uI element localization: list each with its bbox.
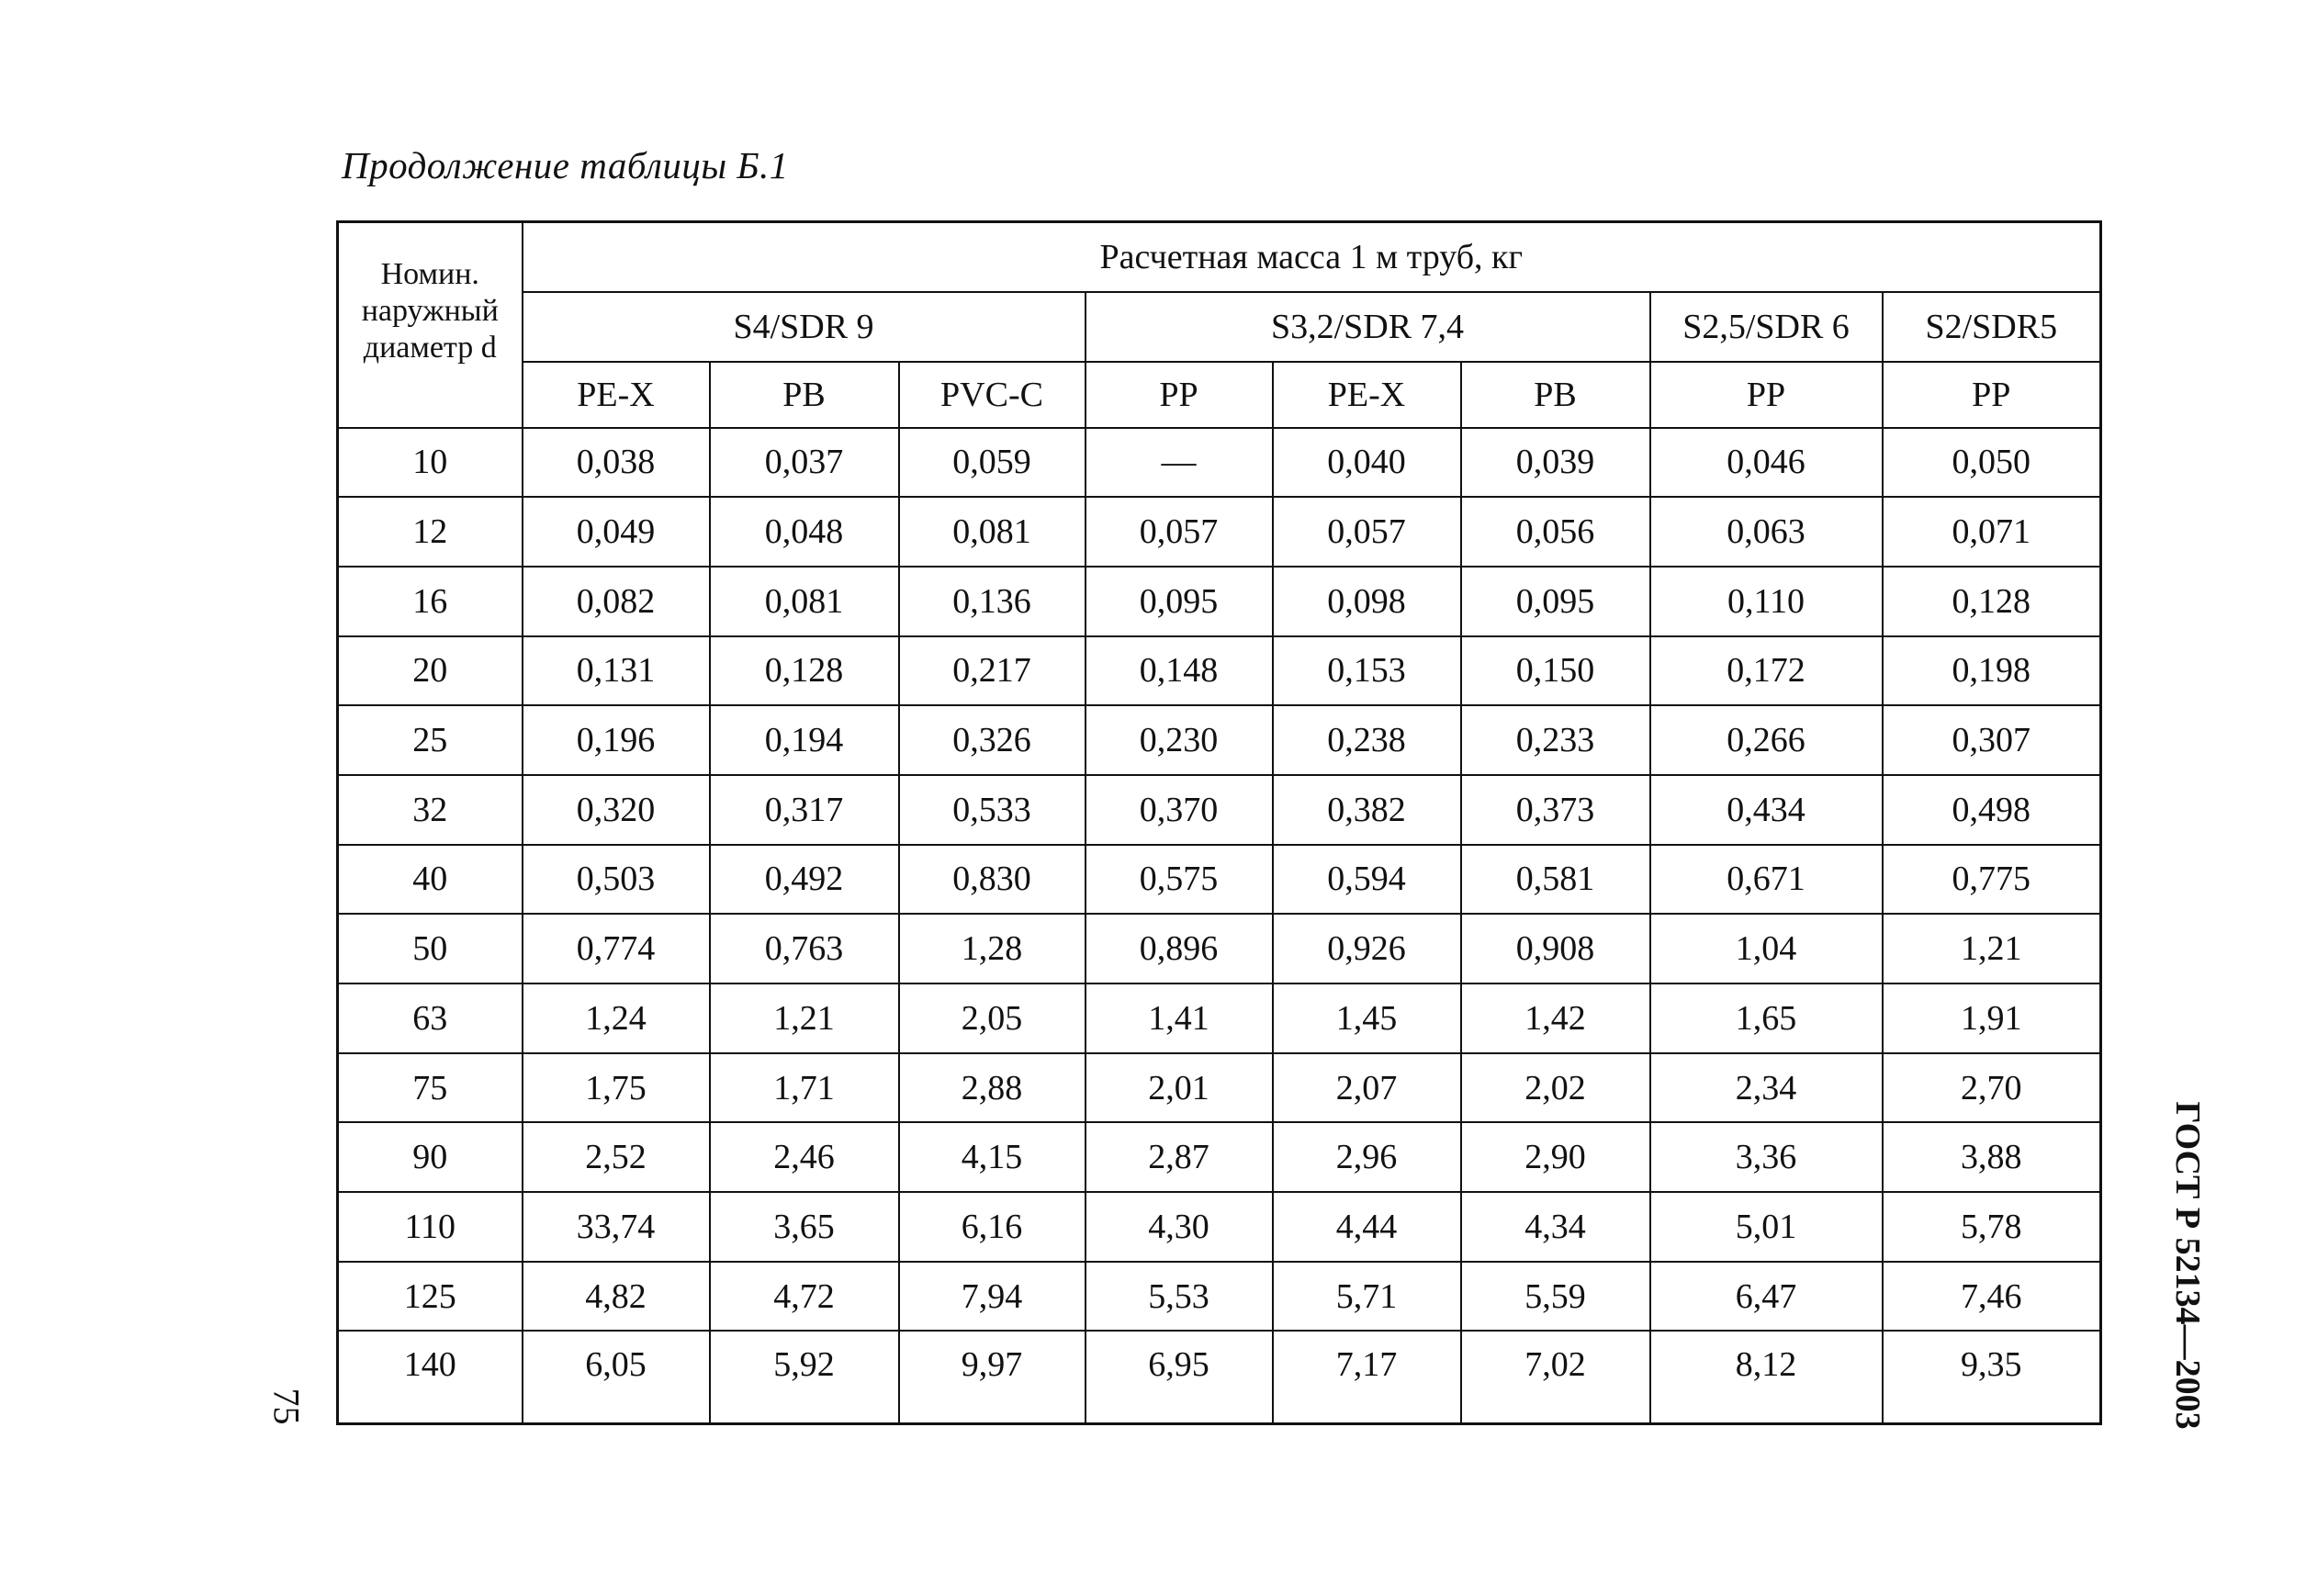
header-row-title xyxy=(338,222,2101,292)
mass-cell: 0,048 xyxy=(710,497,899,567)
table-row xyxy=(338,1331,2101,1423)
group-header: S4/SDR 9 xyxy=(523,292,1086,362)
mass-cell: 6,16 xyxy=(899,1192,1086,1262)
mass-cell: 0,050 xyxy=(1883,428,2101,498)
group-header: S2,5/SDR 6 xyxy=(1650,292,1883,362)
mass-cell: 0,049 xyxy=(523,497,710,567)
mass-cell: 7,94 xyxy=(899,1262,1086,1332)
mass-cell: 0,594 xyxy=(1273,845,1461,915)
diameter-cell: 16 xyxy=(338,567,523,636)
mass-cell: 1,71 xyxy=(710,1053,899,1123)
mass-cell: 4,44 xyxy=(1273,1192,1461,1262)
table-row xyxy=(338,1262,2101,1332)
mass-cell: 0,056 xyxy=(1461,497,1650,567)
mass-cell: 2,05 xyxy=(899,983,1086,1053)
diameter-header-line: Номин. xyxy=(380,257,479,291)
mass-cell: 0,038 xyxy=(523,428,710,498)
diameter-cell: 75 xyxy=(338,1053,523,1123)
mass-cell: 0,238 xyxy=(1273,705,1461,775)
material-header: PE-X xyxy=(1273,362,1461,428)
mass-cell: 8,12 xyxy=(1650,1331,1883,1423)
diameter-header-line: диаметр d xyxy=(363,331,497,365)
diameter-cell: 40 xyxy=(338,845,523,915)
mass-cell: 1,91 xyxy=(1883,983,2101,1053)
table-row xyxy=(338,1053,2101,1123)
table-row xyxy=(338,705,2101,775)
mass-cell: 0,098 xyxy=(1273,567,1461,636)
mass-cell: 2,01 xyxy=(1086,1053,1273,1123)
table-caption: Продолжение таблицы Б.1 xyxy=(342,144,789,186)
mass-cell: 0,830 xyxy=(899,845,1086,915)
mass-cell: 0,057 xyxy=(1273,497,1461,567)
mass-cell: 2,46 xyxy=(710,1122,899,1192)
mass-cell: 0,037 xyxy=(710,428,899,498)
material-header: PP xyxy=(1650,362,1883,428)
mass-cell: 0,095 xyxy=(1086,567,1273,636)
mass-cell: 0,081 xyxy=(899,497,1086,567)
material-header: PVC-C xyxy=(899,362,1086,428)
mass-cell: 0,492 xyxy=(710,845,899,915)
mass-cell: 0,095 xyxy=(1461,567,1650,636)
mass-cell: 2,34 xyxy=(1650,1053,1883,1123)
mass-cell: 0,581 xyxy=(1461,845,1650,915)
diameter-cell: 25 xyxy=(338,705,523,775)
diameter-cell: 125 xyxy=(338,1262,523,1332)
header-row-groups xyxy=(338,292,2101,362)
mass-cell: 5,59 xyxy=(1461,1262,1650,1332)
mass-cell: 0,373 xyxy=(1461,775,1650,845)
mass-cell: 0,198 xyxy=(1883,636,2101,706)
mass-cell: 7,46 xyxy=(1883,1262,2101,1332)
mass-cell: 4,30 xyxy=(1086,1192,1273,1262)
mass-cell: 1,65 xyxy=(1650,983,1883,1053)
mass-cell: 2,02 xyxy=(1461,1053,1650,1123)
mass-cell: 33,74 xyxy=(523,1192,710,1262)
mass-cell: 3,65 xyxy=(710,1192,899,1262)
mass-cell: 6,95 xyxy=(1086,1331,1273,1423)
mass-cell: 0,059 xyxy=(899,428,1086,498)
diameter-cell: 12 xyxy=(338,497,523,567)
mass-cell: 0,046 xyxy=(1650,428,1883,498)
mass-cell: 4,72 xyxy=(710,1262,899,1332)
mass-cell: 0,131 xyxy=(523,636,710,706)
mass-cell: 0,434 xyxy=(1650,775,1883,845)
diameter-header xyxy=(338,222,523,428)
mass-cell: 0,128 xyxy=(710,636,899,706)
mass-cell: 1,41 xyxy=(1086,983,1273,1053)
diameter-cell: 63 xyxy=(338,983,523,1053)
mass-cell: 1,21 xyxy=(710,983,899,1053)
table-row xyxy=(338,1192,2101,1262)
material-header: PB xyxy=(710,362,899,428)
mass-cell: 1,28 xyxy=(899,914,1086,983)
mass-cell: 0,908 xyxy=(1461,914,1650,983)
mass-cell: 0,320 xyxy=(523,775,710,845)
mass-cell: 0,498 xyxy=(1883,775,2101,845)
mass-cell: 0,196 xyxy=(523,705,710,775)
table-body xyxy=(338,428,2101,1424)
mass-cell: 0,503 xyxy=(523,845,710,915)
standard-code: ГОСТ Р 52134—2003 xyxy=(2168,1101,2207,1430)
diameter-cell: 10 xyxy=(338,428,523,498)
group-header: S2/SDR5 xyxy=(1883,292,2101,362)
mass-cell: 7,02 xyxy=(1461,1331,1650,1423)
table-row xyxy=(338,1122,2101,1192)
mass-cell: 0,671 xyxy=(1650,845,1883,915)
mass-cell: 0,774 xyxy=(523,914,710,983)
mass-cell: 2,07 xyxy=(1273,1053,1461,1123)
diameter-cell: 50 xyxy=(338,914,523,983)
mass-cell: 0,153 xyxy=(1273,636,1461,706)
mass-cell: 0,136 xyxy=(899,567,1086,636)
mass-cell: 0,230 xyxy=(1086,705,1273,775)
header-row-materials xyxy=(338,362,2101,428)
mass-cell: 0,172 xyxy=(1650,636,1883,706)
mass-cell: 4,34 xyxy=(1461,1192,1650,1262)
mass-cell: 3,88 xyxy=(1883,1122,2101,1192)
mass-cell: 9,97 xyxy=(899,1331,1086,1423)
mass-cell: 5,78 xyxy=(1883,1192,2101,1262)
standard-code-block xyxy=(2168,1101,2207,1430)
mass-cell: 0,217 xyxy=(899,636,1086,706)
mass-cell: 0,110 xyxy=(1650,567,1883,636)
mass-cell: 0,040 xyxy=(1273,428,1461,498)
mass-cell: 0,266 xyxy=(1650,705,1883,775)
mass-cell: 5,01 xyxy=(1650,1192,1883,1262)
diameter-cell: 32 xyxy=(338,775,523,845)
mass-cell: 0,775 xyxy=(1883,845,2101,915)
mass-cell: 1,75 xyxy=(523,1053,710,1123)
mass-cell: 3,36 xyxy=(1650,1122,1883,1192)
mass-cell: 4,15 xyxy=(899,1122,1086,1192)
mass-cell: 2,90 xyxy=(1461,1122,1650,1192)
mass-cell: 1,21 xyxy=(1883,914,2101,983)
diameter-cell: 90 xyxy=(338,1122,523,1192)
table-row xyxy=(338,914,2101,983)
table-row xyxy=(338,636,2101,706)
mass-cell: 5,71 xyxy=(1273,1262,1461,1332)
mass-cell: 0,081 xyxy=(710,567,899,636)
mass-cell: 0,326 xyxy=(899,705,1086,775)
mass-cell: 0,926 xyxy=(1273,914,1461,983)
material-header: PP xyxy=(1086,362,1273,428)
mass-cell: — xyxy=(1086,428,1273,498)
group-header: S3,2/SDR 7,4 xyxy=(1086,292,1650,362)
mass-cell: 0,533 xyxy=(899,775,1086,845)
diameter-cell: 20 xyxy=(338,636,523,706)
diameter-cell: 140 xyxy=(338,1331,523,1423)
table-row xyxy=(338,497,2101,567)
mass-cell: 6,05 xyxy=(523,1331,710,1423)
table-row xyxy=(338,428,2101,498)
mass-cell: 5,92 xyxy=(710,1331,899,1423)
mass-cell: 0,082 xyxy=(523,567,710,636)
table-row xyxy=(338,983,2101,1053)
mass-header: Расчетная масса 1 м труб, кг xyxy=(523,222,2101,292)
mass-cell: 0,128 xyxy=(1883,567,2101,636)
mass-cell: 0,063 xyxy=(1650,497,1883,567)
mass-cell: 6,47 xyxy=(1650,1262,1883,1332)
diameter-header-line: наружный xyxy=(361,294,499,328)
mass-cell: 0,233 xyxy=(1461,705,1650,775)
table-row xyxy=(338,845,2101,915)
mass-cell: 1,45 xyxy=(1273,983,1461,1053)
table-row xyxy=(338,567,2101,636)
material-header: PP xyxy=(1883,362,2101,428)
mass-cell: 5,53 xyxy=(1086,1262,1273,1332)
mass-cell: 0,150 xyxy=(1461,636,1650,706)
diameter-cell: 110 xyxy=(338,1192,523,1262)
mass-cell: 0,763 xyxy=(710,914,899,983)
material-header: PE-X xyxy=(523,362,710,428)
pipe-mass-table xyxy=(336,220,2102,1425)
mass-cell: 0,370 xyxy=(1086,775,1273,845)
material-header: PB xyxy=(1461,362,1650,428)
mass-cell: 0,071 xyxy=(1883,497,2101,567)
mass-cell: 7,17 xyxy=(1273,1331,1461,1423)
mass-cell: 1,42 xyxy=(1461,983,1650,1053)
mass-cell: 0,057 xyxy=(1086,497,1273,567)
table-row xyxy=(338,775,2101,845)
mass-cell: 2,52 xyxy=(523,1122,710,1192)
mass-cell: 0,039 xyxy=(1461,428,1650,498)
page-number: 75 xyxy=(265,1388,308,1425)
mass-cell: 2,96 xyxy=(1273,1122,1461,1192)
mass-cell: 0,307 xyxy=(1883,705,2101,775)
mass-cell: 0,896 xyxy=(1086,914,1273,983)
mass-cell: 0,194 xyxy=(710,705,899,775)
mass-cell: 4,82 xyxy=(523,1262,710,1332)
mass-cell: 9,35 xyxy=(1883,1331,2101,1423)
mass-cell: 1,04 xyxy=(1650,914,1883,983)
mass-cell: 2,70 xyxy=(1883,1053,2101,1123)
mass-cell: 2,88 xyxy=(899,1053,1086,1123)
mass-cell: 0,382 xyxy=(1273,775,1461,845)
mass-cell: 2,87 xyxy=(1086,1122,1273,1192)
mass-cell: 0,575 xyxy=(1086,845,1273,915)
mass-cell: 0,148 xyxy=(1086,636,1273,706)
mass-cell: 0,317 xyxy=(710,775,899,845)
mass-cell: 1,24 xyxy=(523,983,710,1053)
